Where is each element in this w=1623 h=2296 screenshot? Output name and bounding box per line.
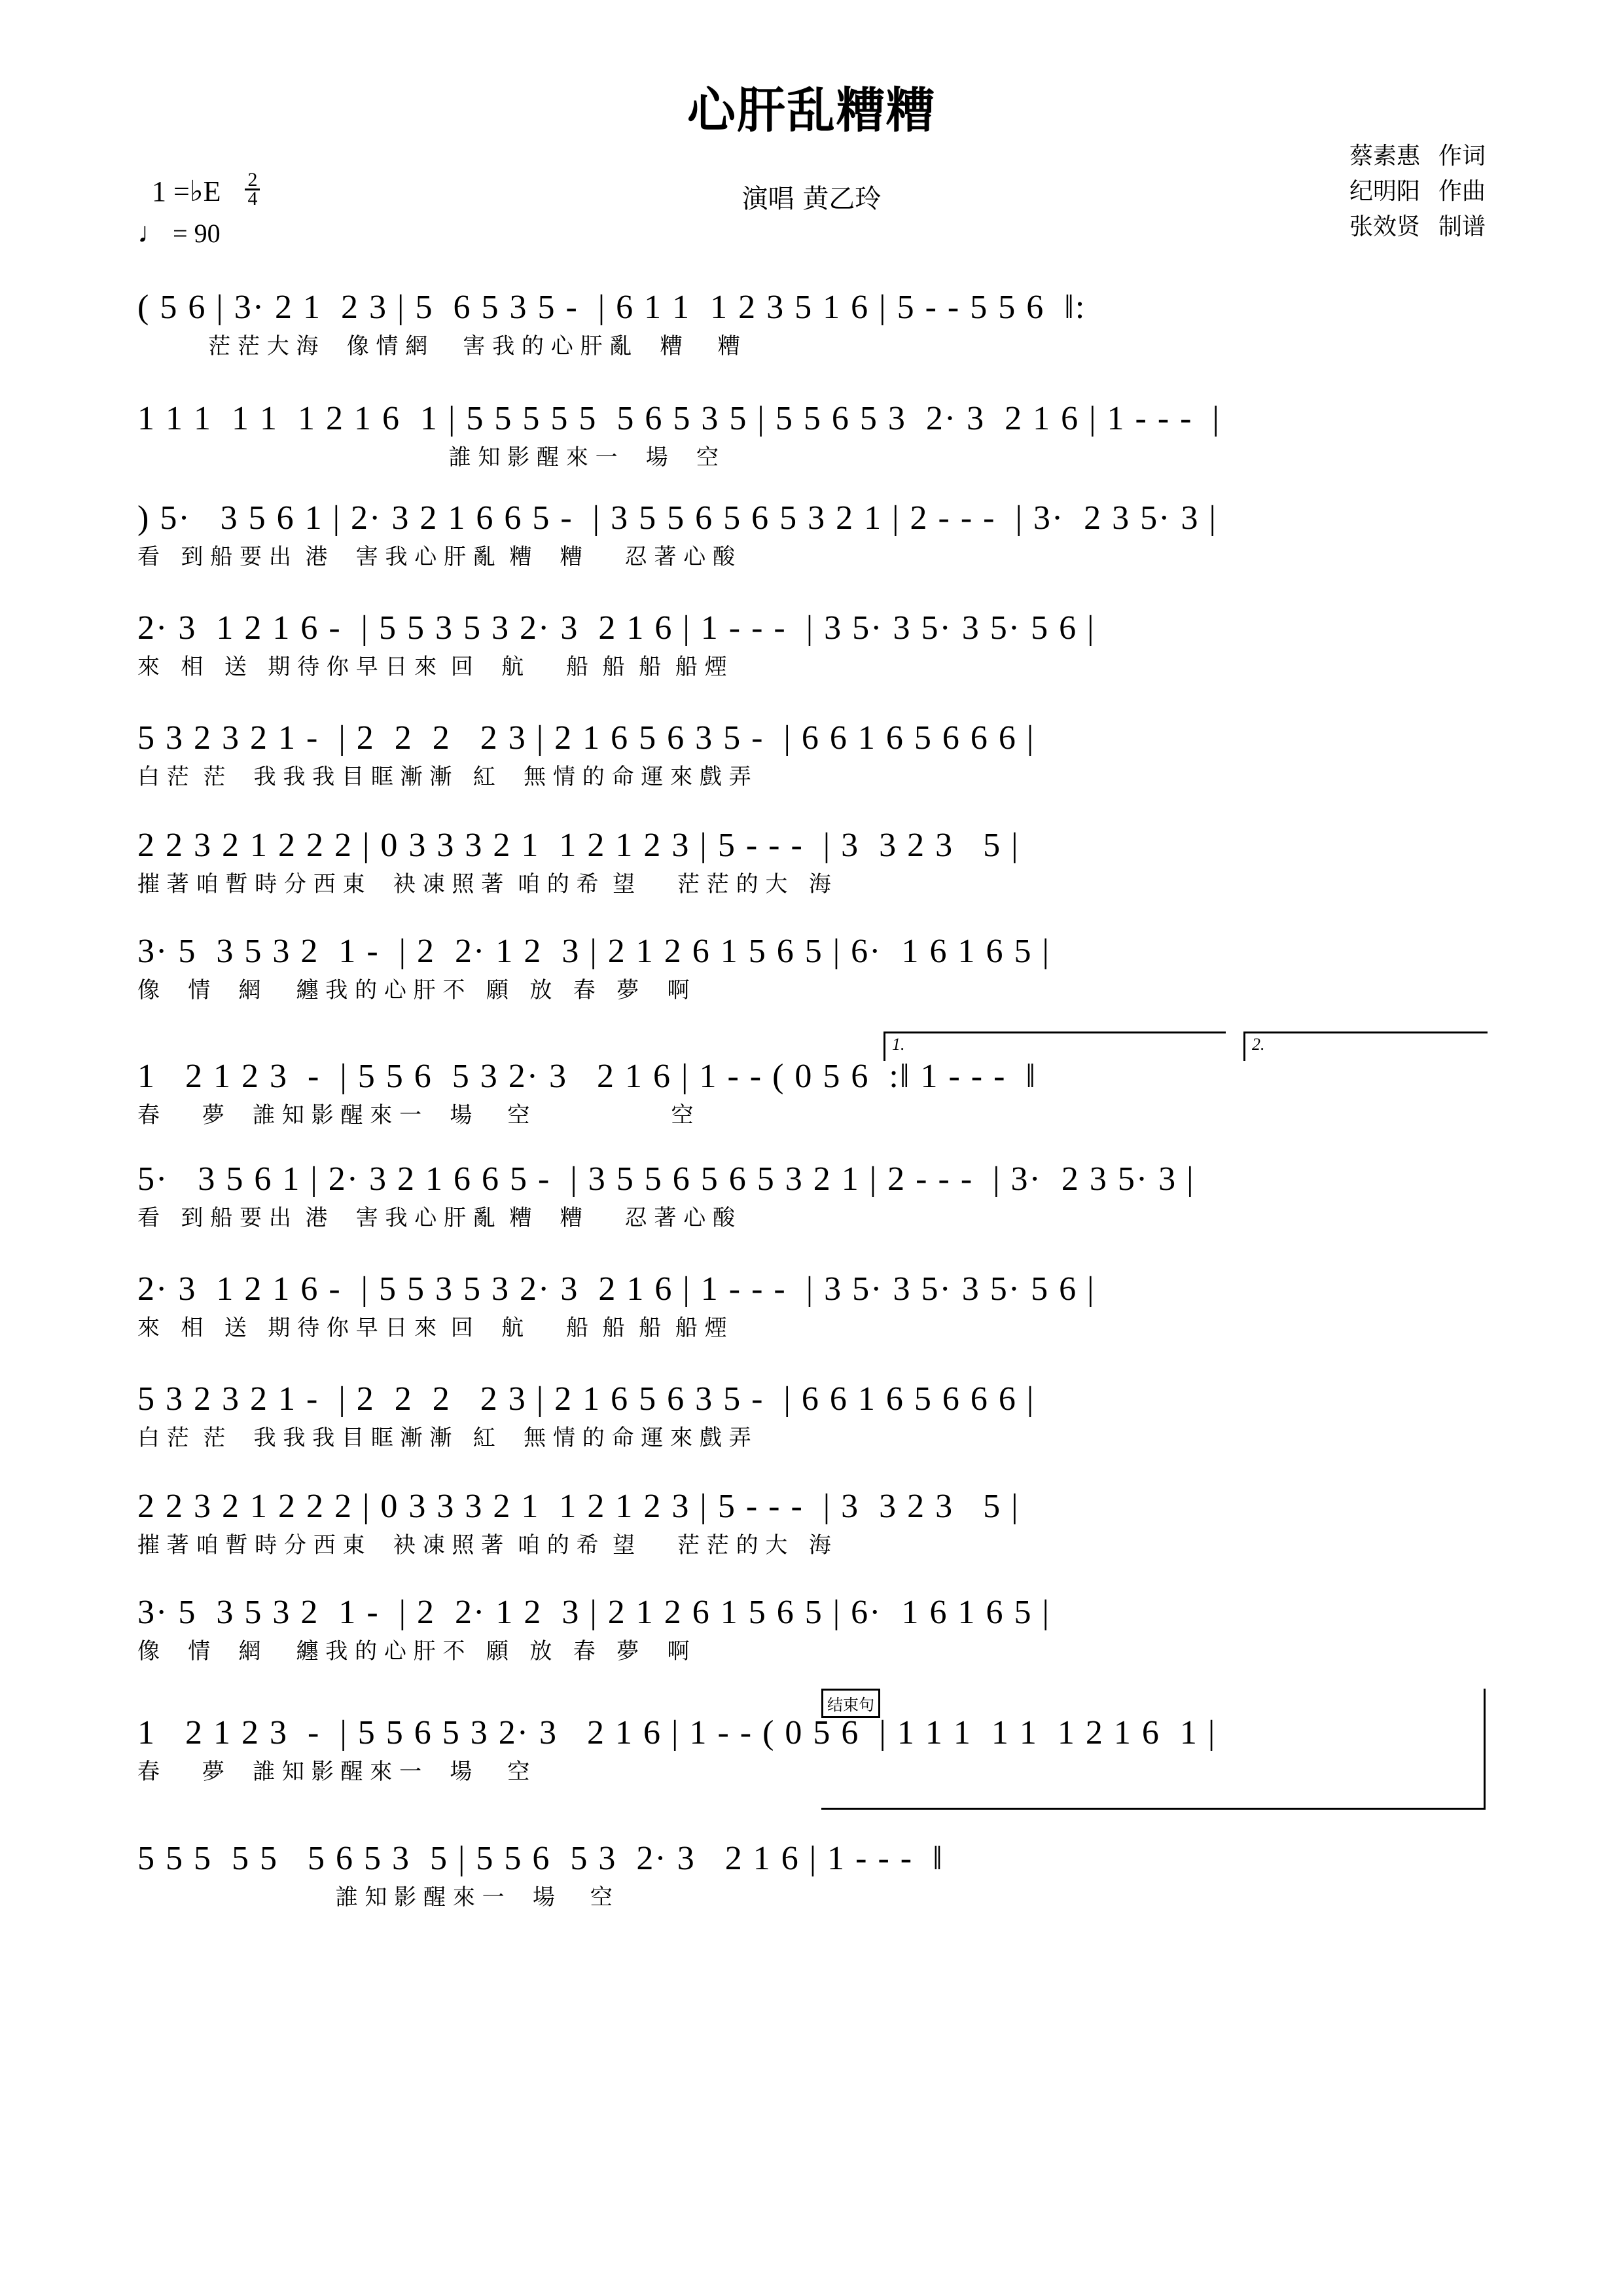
note-row: 5· 3 5 6 1 | 2· 3 2 1 6 6 5 - | 3 5 5 6 5 6 5 3 2 1 | 2 - - - | 3· 2 3 5· 3 |	[137, 1160, 1195, 1198]
music-system-10	[137, 1270, 1492, 1343]
music-system-5	[137, 719, 1492, 792]
music-system-13	[137, 1593, 1492, 1666]
note-row: 5 5 5 5 5 5 6 5 3 5 | 5 5 6 5 3 2· 3 2 1 6 | 1 - - - ‖	[137, 1840, 944, 1877]
lyric-row: 來 相 送 期 待 你 早 日 來 回 航 船 船 船 船 煙	[137, 1315, 727, 1341]
tempo-value: 90	[194, 219, 221, 248]
credit-role: 制谱	[1438, 213, 1486, 240]
music-system-6	[137, 826, 1492, 899]
note-row: 5 3 2 3 2 1 - | 2 2 2 2 3 | 2 1 6 5 6 3 5 - | 6 6 1 6 5 6 6 6 |	[137, 1380, 1035, 1418]
music-system-2	[137, 399, 1492, 473]
credit-lyricist	[1349, 139, 1486, 174]
note-row: ) 5· 3 5 6 1 | 2· 3 2 1 6 6 5 - | 3 5 5 6 5 6 5 3 2 1 | 2 - - - | 3· 2 3 5· 3 |	[137, 499, 1217, 537]
music-system-1	[137, 288, 1492, 361]
volta-label-1: 1.	[892, 1035, 905, 1054]
note-row: 2· 3 1 2 1 6 - | 5 5 3 5 3 2· 3 2 1 6 | 1 - - - | 3 5· 3 5· 3 5· 5 6 |	[137, 609, 1096, 647]
note-row: 2 2 3 2 1 2 2 2 | 0 3 3 3 2 1 1 2 1 2 3 | 5 - - - | 3 3 2 3 5 |	[137, 827, 1020, 864]
music-system-12	[137, 1487, 1492, 1560]
volta-label-2: 2.	[1252, 1035, 1265, 1054]
tempo-equals: =	[173, 219, 188, 248]
note-row: 2· 3 1 2 1 6 - | 5 5 3 5 3 2· 3 2 1 6 | 1 - - - | 3 5· 3 5· 3 5· 5 6 |	[137, 1270, 1096, 1308]
credit-name: 蔡素惠	[1349, 143, 1420, 170]
credit-composer	[1349, 174, 1486, 209]
lyric-row: 像 情 網 纏 我 的 心 肝 不 願 放 春 夢 啊	[137, 1638, 690, 1664]
key-value: ♭E	[189, 175, 221, 207]
time-signature-denominator: 4	[247, 188, 258, 209]
lyric-row: 看 到 船 要 出 港 害 我 心 肝 亂 糟 糟 忍 著 心 酸	[137, 544, 736, 570]
note-row: 3· 5 3 5 3 2 1 - | 2 2· 1 2 3 | 2 1 2 6 1 5 6 5 | 6· 1 6 1 6 5 |	[137, 1594, 1050, 1631]
credit-role: 作曲	[1438, 178, 1486, 205]
note-row: 1 1 1 1 1 1 2 1 6 1 | 5 5 5 5 5 5 6 5 3 5 | 5 5 6 5 3 2· 3 2 1 6 | 1 - - - |	[137, 400, 1221, 437]
note-row: 2 2 3 2 1 2 2 2 | 0 3 3 3 2 1 1 2 1 2 3 | 5 - - - | 3 3 2 3 5 |	[137, 1488, 1020, 1525]
lyric-row: 摧 著 咱 暫 時 分 西 東 袂 凍 照 著 咱 的 希 望 茫 茫 的 大 海	[137, 871, 831, 897]
lyric-row: 春 夢 誰 知 影 醒 來 一 場 空 空	[137, 1102, 694, 1128]
credit-engraver	[1349, 209, 1486, 245]
lyric-row: 春 夢 誰 知 影 醒 來 一 場 空	[137, 1759, 530, 1785]
music-system-14	[137, 1713, 1492, 1787]
time-signature	[245, 171, 260, 207]
volta-bracket-2	[1243, 1031, 1488, 1061]
music-system-9	[137, 1160, 1492, 1233]
volta-bracket-1	[883, 1031, 1226, 1061]
key-signature	[152, 171, 260, 208]
music-system-3	[137, 499, 1492, 572]
note-row: 1 2 1 2 3 - | 5 5 6 5 3 2· 3 2 1 6 | 1 - - ( 0 5 6 :‖ 1 - - - ‖	[137, 1058, 1037, 1095]
credit-name: 纪明阳	[1349, 178, 1420, 205]
ending-bracket-line	[821, 1808, 1486, 1810]
lyric-row: 來 相 送 期 待 你 早 日 來 回 航 船 船 船 船 煙	[137, 654, 727, 680]
ending-phrase-label: 结束句	[821, 1689, 880, 1718]
music-system-11	[137, 1380, 1492, 1453]
key-prefix: 1 =	[152, 175, 190, 207]
lyric-row: 白 茫 茫 我 我 我 目 眶 漸 漸 紅 無 情 的 命 運 來 戲 弄	[137, 1425, 751, 1451]
note-row: 5 3 2 3 2 1 - | 2 2 2 2 3 | 2 1 6 5 6 3 5 - | 6 6 1 6 5 6 6 6 |	[137, 719, 1035, 757]
lyric-row: 看 到 船 要 出 港 害 我 心 肝 亂 糟 糟 忍 著 心 酸	[137, 1205, 736, 1231]
credit-name: 张效贤	[1349, 213, 1420, 240]
credit-role: 作词	[1438, 143, 1486, 170]
music-system-7	[137, 932, 1492, 1005]
lyric-row: 白 茫 茫 我 我 我 目 眶 漸 漸 紅 無 情 的 命 運 來 戲 弄	[137, 764, 751, 790]
lyric-row: 誰 知 影 醒 來 一 場 空	[137, 1884, 613, 1910]
time-signature-numerator: 2	[245, 171, 260, 190]
music-system-15	[137, 1839, 1492, 1912]
note-row: 1 2 1 2 3 - | 5 5 6 5 3 2· 3 2 1 6 | 1 - - ( 0 5 6 | 1 1 1 1 1 1 2 1 6 1 |	[137, 1714, 1217, 1751]
lyric-row: 誰 知 影 醒 來 一 場 空	[137, 444, 719, 471]
note-row: ( 5 6 | 3· 2 1 2 3 | 5 6 5 3 5 - | 6 1 1 1 2 3 5 1 6 | 5 - - 5 5 6 ‖:	[137, 289, 1086, 326]
lyric-row: 摧 著 咱 暫 時 分 西 東 袂 凍 照 著 咱 的 希 望 茫 茫 的 大 海	[137, 1532, 831, 1558]
music-system-8	[137, 1057, 1492, 1130]
music-system-4	[137, 609, 1492, 682]
singer-credit: 演唱 黄乙玲	[741, 184, 882, 214]
ending-bracket-edge	[1484, 1689, 1486, 1810]
page-title: 心肝乱糟糟	[687, 82, 936, 139]
credits-block	[1349, 139, 1486, 245]
note-row: 3· 5 3 5 3 2 1 - | 2 2· 1 2 3 | 2 1 2 6 1 5 6 5 | 6· 1 6 1 6 5 |	[137, 933, 1050, 970]
lyric-row: 像 情 網 纏 我 的 心 肝 不 願 放 春 夢 啊	[137, 977, 690, 1003]
lyric-row: 茫 茫 大 海 像 情 網 害 我 的 心 肝 亂 糟 糟	[137, 333, 740, 359]
tempo-marking	[137, 216, 221, 249]
quarter-note-icon: ♩	[137, 217, 166, 249]
